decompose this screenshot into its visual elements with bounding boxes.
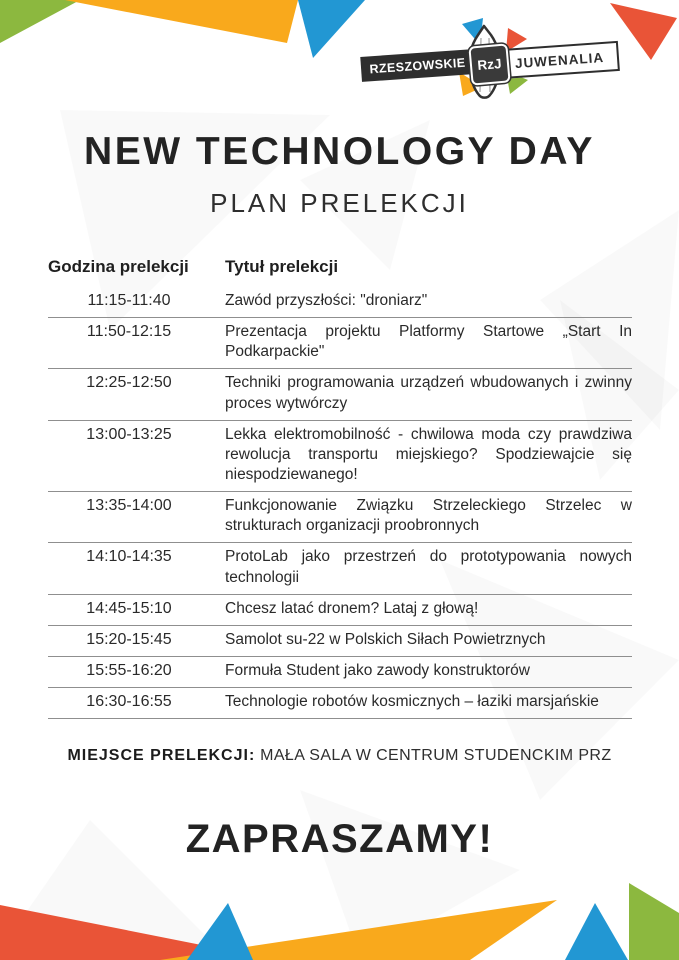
schedule-table [48, 257, 632, 719]
closing-text: ZAPRASZAMY! [185, 817, 494, 862]
lecture-title: Zawód przyszłości: "droniarz" [225, 292, 428, 309]
schedule-row [48, 688, 632, 719]
table-body [48, 287, 632, 719]
lecture-time: 13:35-14:00 [86, 497, 172, 515]
logo-badge-rzj: RzJ [468, 43, 510, 85]
lecture-title: Samolot su-22 w Polskich Siłach Powietrznych [225, 630, 546, 648]
logo-banner-juwenalia: JUWENALIA [499, 41, 620, 79]
schedule-row [48, 492, 632, 543]
schedule-row [48, 626, 632, 657]
table-header-row [48, 257, 632, 287]
lecture-time: 16:30-16:55 [86, 693, 172, 711]
location-label: MIEJSCE PRELEKCJI: [67, 747, 256, 765]
lecture-title: Chcesz latać dronem? Lataj z głową! [225, 599, 479, 617]
lecture-title: Technologie robotów kosmicznych – łaziki marsjańskie [225, 693, 599, 711]
location-value: MAŁA SALA W CENTRUM STUDENCKIM PRZ [260, 747, 612, 765]
schedule-row [48, 318, 632, 369]
lecture-time: 15:20-15:45 [86, 630, 172, 648]
lecture-time: 12:25-12:50 [86, 374, 172, 392]
lecture-time: 11:15-11:40 [87, 292, 171, 309]
page-title: NEW TECHNOLOGY DAY [84, 130, 595, 173]
lecture-time: 15:55-16:20 [86, 661, 172, 679]
lecture-time: 14:10-14:35 [86, 548, 172, 566]
lecture-title: Funkcjonowanie Związku Strzeleckiego Strzelec w strukturach organizacji proobronnych [225, 497, 632, 535]
lecture-title: Formuła Student jako zawody konstruktorów [225, 661, 530, 679]
corner-shape-green [629, 883, 679, 960]
corner-triangle-blue [565, 903, 628, 960]
schedule-row [48, 657, 632, 688]
lecture-title: Prezentacja projektu Platformy Startowe „Start In Podkarpackie" [225, 323, 632, 361]
column-header-title: Tytuł prelekcji [225, 257, 339, 276]
lecture-title: Lekka elektromobilność - chwilowa moda czy prawdziwa rewolucja transportu miejskiego? Spodziewajcie się niespodziewanego! [225, 425, 632, 483]
lecture-time: 11:50-12:15 [86, 323, 172, 341]
schedule-row [48, 595, 632, 626]
schedule-row [48, 287, 632, 318]
schedule-row [48, 421, 632, 492]
page-subtitle: PLAN PRELEKCJI [210, 188, 469, 218]
lecture-time: 14:45-15:10 [86, 599, 172, 617]
schedule-row [48, 543, 632, 594]
lecture-title: ProtoLab jako przestrzeń do prototypowania nowych technologii [225, 548, 632, 586]
lecture-title: Techniki programowania urządzeń wbudowanych i zwinny proces wytwórczy [225, 374, 632, 412]
logo-banner-rzeszowskie: RZESZOWSKIE [360, 49, 474, 82]
column-header-time: Godzina prelekcji [48, 257, 189, 276]
schedule-row [48, 369, 632, 420]
lecture-time: 13:00-13:25 [86, 425, 172, 443]
location-line [0, 747, 679, 765]
